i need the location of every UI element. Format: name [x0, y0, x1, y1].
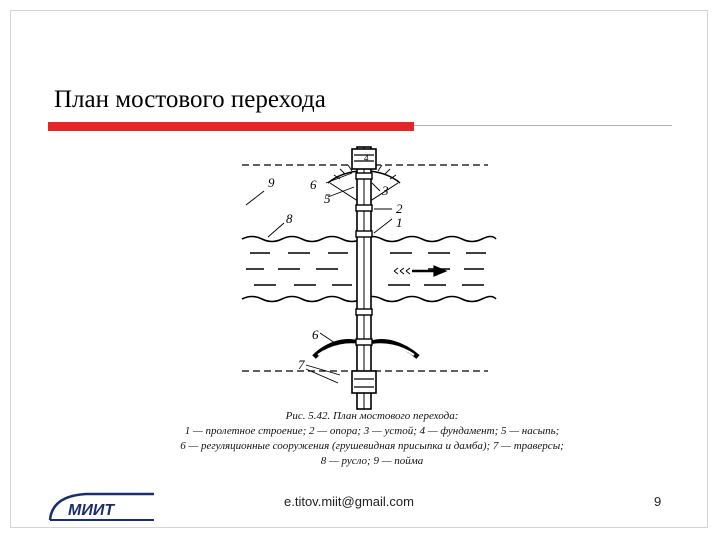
label-7: 7 [298, 357, 305, 372]
footer-email: e.titov.miit@gmail.com [284, 494, 414, 509]
page-number: 9 [654, 494, 662, 509]
caption-line-4: 8 — русло; 9 — пойма [320, 455, 424, 467]
caption-line-2: 1 — пролетное строение; 2 — опора; 3 — устой; 4 — фундамент; 5 — насыпь; [184, 425, 560, 437]
logo-text: МИИТ [68, 502, 115, 519]
bridge-plan-diagram [128, 143, 602, 413]
flow-direction-arrow [394, 266, 446, 276]
label-3: 3 [382, 183, 389, 198]
lower-abutment [352, 371, 376, 393]
miit-logo [46, 490, 158, 526]
figure-caption [142, 409, 602, 469]
slide-title: План мостового перехода [54, 86, 326, 113]
miit-logo-graphic [46, 490, 158, 526]
caption-line-1: Рис. 5.42. План мостового перехода: [285, 410, 459, 422]
label-9: 9 [268, 175, 275, 190]
title-underline [414, 125, 672, 126]
label-5: 5 [324, 191, 331, 206]
label-6-top: 6 [310, 177, 317, 192]
bridge-superstructure [357, 147, 371, 409]
label-8: 8 [286, 211, 293, 226]
title-accent-bar [48, 122, 414, 131]
bridge-plan-figure [128, 143, 602, 473]
label-4: 4 [364, 153, 369, 163]
label-2: 2 [396, 201, 403, 216]
label-1: 1 [396, 215, 403, 230]
label-6-bottom: 6 [312, 327, 319, 342]
caption-line-3: 6 — регуляционные сооружения (грушевидная присыпка и дамба); 7 — траверсы; [180, 440, 564, 452]
